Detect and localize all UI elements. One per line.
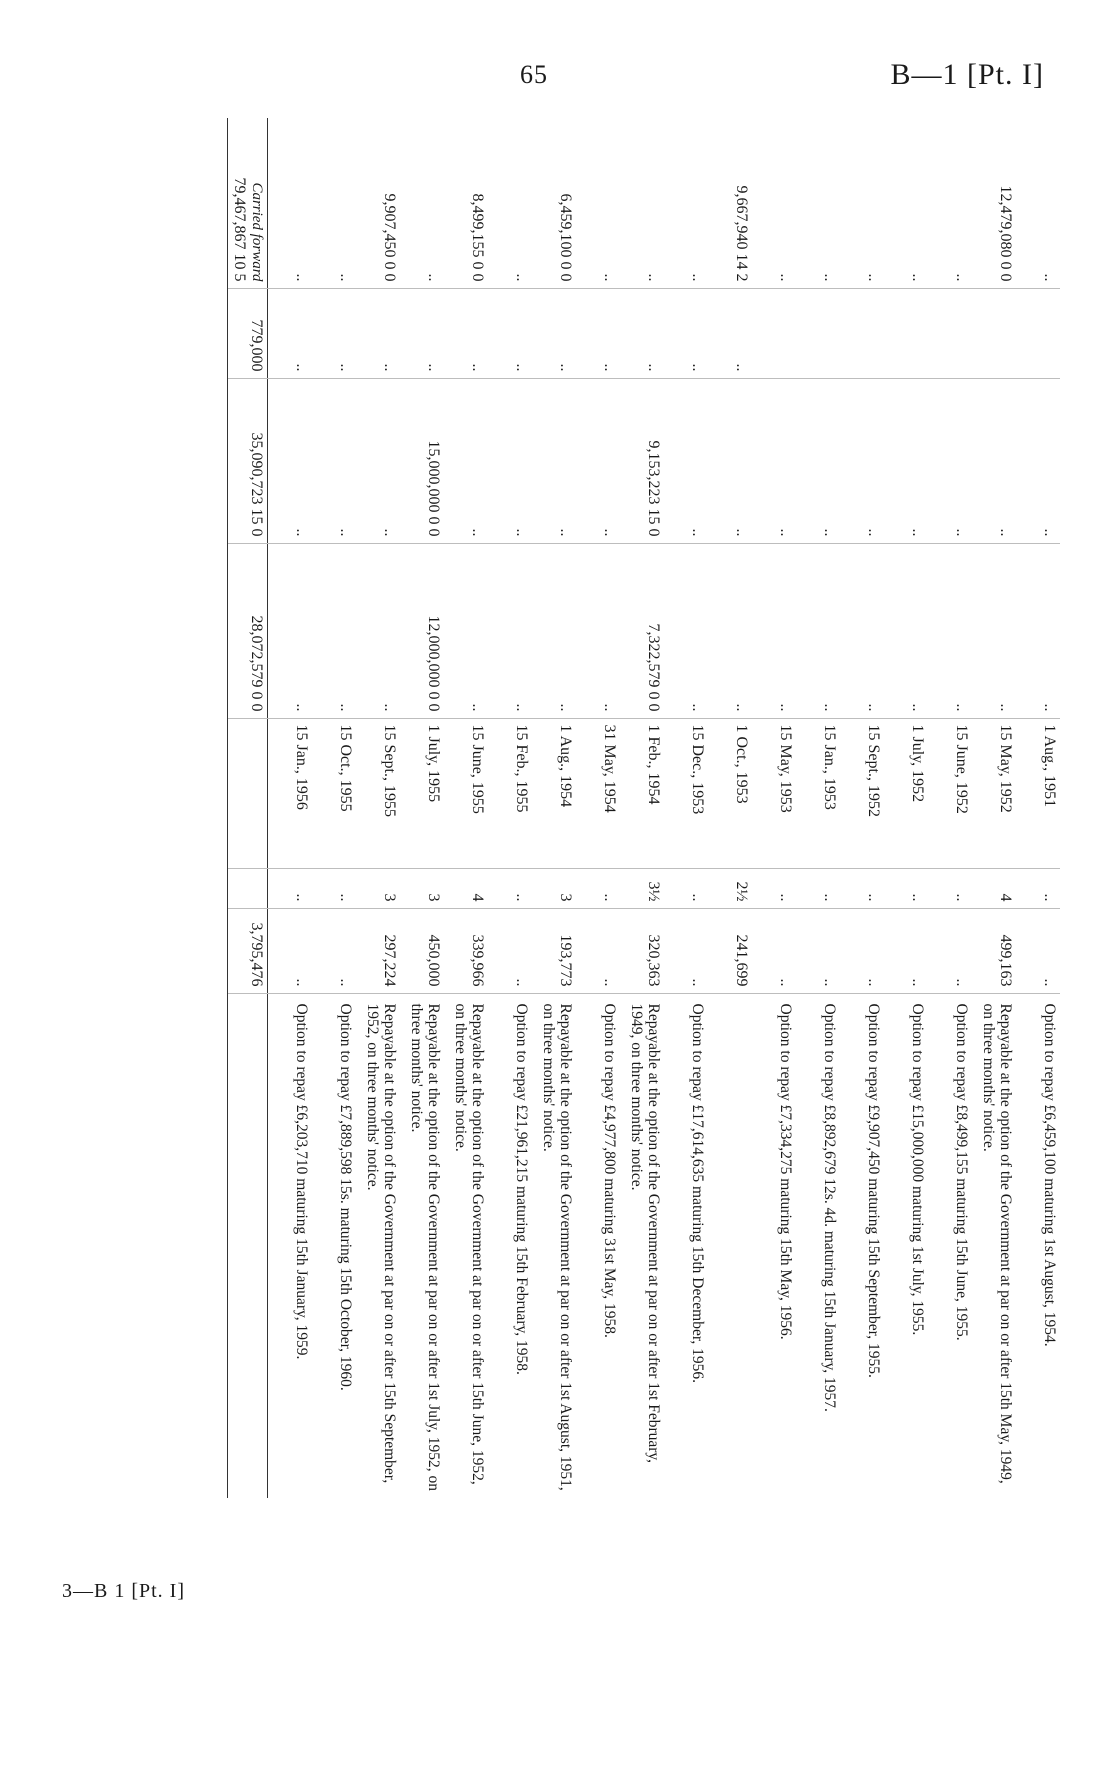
cell-amount-b — [972, 288, 1016, 378]
cell-amount-a: .. — [425, 273, 442, 282]
cell-remarks: Option to repay £6,203,710 maturing 15th January, 1959. — [268, 993, 313, 1498]
cell-annual-interest: 499,163 — [972, 908, 1016, 993]
table-row — [620, 118, 664, 1498]
table-row — [664, 118, 708, 1498]
cell-amount-d: .. — [576, 543, 620, 718]
cell-amount-a: 12,479,080 0 0 — [997, 185, 1014, 282]
cell-interest-rate: 3 — [400, 868, 444, 908]
cell-amount-d: .. — [312, 543, 356, 718]
cell-maturity-date: 1 Aug., 1954 — [532, 718, 576, 868]
cell-maturity-date: 15 Sept., 1955 — [356, 718, 400, 868]
cell-amount-c: .. — [488, 378, 532, 543]
cell-amount-a: 9,907,450 0 0 — [381, 193, 398, 282]
cell-amount-c: .. — [708, 378, 752, 543]
cell-amount-b: .. — [488, 288, 532, 378]
cell-amount-d: 7,322,579 0 0 — [620, 543, 664, 718]
cell-amount-b: .. — [708, 288, 752, 378]
cell-amount-b: .. — [356, 288, 400, 378]
cell-amount-a: 9,667,940 14 2 — [733, 185, 750, 282]
cell-amount-c: .. — [268, 378, 313, 543]
cell-amount-c: .. — [972, 378, 1016, 543]
cell-amount-a: 6,459,100 0 0 — [557, 193, 574, 282]
rotated-ledger — [80, 118, 1060, 1498]
cell-amount-a: .. — [337, 273, 354, 282]
cell-interest-rate: 4 — [444, 868, 488, 908]
table-row — [444, 118, 488, 1498]
cell-amount-d: .. — [664, 543, 708, 718]
cell-annual-interest: .. — [312, 908, 356, 993]
cell-remarks: Option to repay £7,334,275 maturing 15th May, 1956. — [752, 993, 796, 1498]
cell-interest-rate: .. — [1016, 868, 1060, 908]
cell-amount-c: .. — [840, 378, 884, 543]
table-row — [312, 118, 356, 1498]
cell-maturity-date: 1 Aug., 1951 — [1016, 718, 1060, 868]
cell-annual-interest: .. — [928, 908, 972, 993]
cell-amount-c: 15,000,000 0 0 — [400, 378, 444, 543]
cell-amount-d: .. — [972, 543, 1016, 718]
cell-maturity-date: 15 Jan., 1953 — [796, 718, 840, 868]
cell-amount-c: .. — [664, 378, 708, 543]
cell-amount-b: .. — [312, 288, 356, 378]
cell-remarks: Option to repay £17,614,635 maturing 15th December, 1956. — [664, 993, 708, 1498]
cell-annual-interest: .. — [268, 908, 313, 993]
cell-annual-interest: 193,773 — [532, 908, 576, 993]
table-row — [972, 118, 1016, 1498]
cell-amount-b — [928, 288, 972, 378]
total-amount-c: 35,090,723 15 0 — [228, 378, 268, 543]
cell-annual-interest: .. — [576, 908, 620, 993]
cell-annual-interest: .. — [796, 908, 840, 993]
cell-amount-d: .. — [268, 543, 313, 718]
cell-maturity-date: 1 July, 1955 — [400, 718, 444, 868]
ledger-body — [228, 118, 1061, 1498]
table-row — [1016, 118, 1060, 1498]
cell-amount-c: .. — [576, 378, 620, 543]
cell-amount-c: .. — [532, 378, 576, 543]
cell-interest-rate: 3 — [532, 868, 576, 908]
cell-interest-rate: .. — [488, 868, 532, 908]
cell-amount-d: .. — [1016, 543, 1060, 718]
cell-maturity-date: 31 May, 1954 — [576, 718, 620, 868]
cell-amount-c: .. — [1016, 378, 1060, 543]
totals-row — [228, 118, 268, 1498]
total-amount-a — [228, 118, 268, 288]
cell-amount-a: .. — [953, 273, 970, 282]
page-reference: B—1 [Pt. I] — [890, 58, 1044, 91]
cell-annual-interest: .. — [840, 908, 884, 993]
table-row — [488, 118, 532, 1498]
cell-amount-d: .. — [752, 543, 796, 718]
cell-interest-rate: .. — [752, 868, 796, 908]
cell-annual-interest: 297,224 — [356, 908, 400, 993]
cell-amount-d: .. — [488, 543, 532, 718]
cell-remarks: Repayable at the option of the Government at par on or after 1st February, 1949, on three months' notice. — [620, 993, 664, 1498]
cell-remarks: Option to repay £7,889,598 15s. maturing 15th October, 1960. — [312, 993, 356, 1498]
cell-remarks: Repayable at the option of the Government at par on or after 1st August, 1951, on three months' notice. — [532, 993, 576, 1498]
cell-interest-rate: .. — [268, 868, 313, 908]
cell-amount-d: .. — [444, 543, 488, 718]
table-row — [752, 118, 796, 1498]
cell-amount-a: .. — [821, 273, 838, 282]
cell-maturity-date: 15 June, 1952 — [928, 718, 972, 868]
cell-annual-interest: 320,363 — [620, 908, 664, 993]
cell-amount-d: .. — [532, 543, 576, 718]
cell-annual-interest: .. — [664, 908, 708, 993]
cell-interest-rate: 2½ — [708, 868, 752, 908]
table-row — [884, 118, 928, 1498]
cell-interest-rate: .. — [840, 868, 884, 908]
cell-amount-d: .. — [840, 543, 884, 718]
cell-interest-rate: .. — [664, 868, 708, 908]
cell-amount-b: .. — [532, 288, 576, 378]
cell-maturity-date: 15 May, 1952 — [972, 718, 1016, 868]
table-row — [796, 118, 840, 1498]
cell-maturity-date: 1 Feb., 1954 — [620, 718, 664, 868]
cell-remarks: Option to repay £8,892,679 12s. 4d. maturing 15th January, 1957. — [796, 993, 840, 1498]
cell-amount-b: .. — [664, 288, 708, 378]
cell-amount-c: .. — [356, 378, 400, 543]
cell-amount-c: .. — [312, 378, 356, 543]
cell-remarks: Option to repay £15,000,000 maturing 1st July, 1955. — [884, 993, 928, 1498]
cell-interest-rate: 3 — [356, 868, 400, 908]
loan-ledger-table — [227, 118, 1060, 1498]
cell-interest-rate: 3½ — [620, 868, 664, 908]
cell-interest-rate: .. — [312, 868, 356, 908]
cell-interest-rate: .. — [796, 868, 840, 908]
cell-interest-rate: 4 — [972, 868, 1016, 908]
table-row — [840, 118, 884, 1498]
cell-amount-c: 9,153,223 15 0 — [620, 378, 664, 543]
cell-amount-b: .. — [620, 288, 664, 378]
table-row — [400, 118, 444, 1498]
cell-amount-b: .. — [400, 288, 444, 378]
table-row — [268, 118, 313, 1498]
cell-amount-c: .. — [444, 378, 488, 543]
cell-annual-interest: .. — [752, 908, 796, 993]
table-row — [928, 118, 972, 1498]
total-annual-interest: 3,795,476 — [228, 908, 268, 993]
footer-reference: 3—B 1 [Pt. I] — [62, 1580, 185, 1602]
cell-amount-a: 8,499,155 0 0 — [469, 193, 486, 282]
cell-amount-a: .. — [1041, 273, 1058, 282]
cell-remarks — [708, 993, 752, 1498]
cell-remarks: Option to repay £4,977,800 maturing 31st May, 1958. — [576, 993, 620, 1498]
cell-amount-a: .. — [601, 273, 618, 282]
cell-amount-c: .. — [928, 378, 972, 543]
table-row — [576, 118, 620, 1498]
cell-amount-a: .. — [865, 273, 882, 282]
cell-maturity-date: 15 Jan., 1956 — [268, 718, 313, 868]
cell-maturity-date: 15 Oct., 1955 — [312, 718, 356, 868]
cell-amount-b — [752, 288, 796, 378]
table-row — [532, 118, 576, 1498]
cell-amount-c: .. — [884, 378, 928, 543]
cell-amount-d: .. — [708, 543, 752, 718]
cell-maturity-date: 15 Dec., 1953 — [664, 718, 708, 868]
cell-amount-a: .. — [645, 273, 662, 282]
cell-annual-interest: .. — [488, 908, 532, 993]
cell-annual-interest: 241,699 — [708, 908, 752, 993]
cell-maturity-date: 15 Sept., 1952 — [840, 718, 884, 868]
cell-interest-rate: .. — [884, 868, 928, 908]
cell-annual-interest: 450,000 — [400, 908, 444, 993]
cell-amount-a: .. — [689, 273, 706, 282]
cell-amount-b: .. — [576, 288, 620, 378]
cell-amount-b — [840, 288, 884, 378]
cell-amount-b — [884, 288, 928, 378]
carried-forward-label: Carried forward — [249, 182, 265, 282]
cell-amount-d: .. — [884, 543, 928, 718]
cell-amount-b: .. — [444, 288, 488, 378]
cell-remarks: Option to repay £9,907,450 maturing 15th September, 1955. — [840, 993, 884, 1498]
total-rate — [228, 868, 268, 908]
cell-annual-interest: .. — [884, 908, 928, 993]
cell-remarks: Repayable at the option of the Government at par on or after 15th September, 1952, on three months' notice. — [356, 993, 400, 1498]
cell-remarks: Repayable at the option of the Government at par on or after 1st July, 1952, on three months' notice. — [400, 993, 444, 1498]
cell-amount-d: 12,000,000 0 0 — [400, 543, 444, 718]
page-number: 65 — [520, 60, 548, 89]
table-row — [708, 118, 752, 1498]
cell-amount-c: .. — [752, 378, 796, 543]
cell-interest-rate: .. — [576, 868, 620, 908]
total-amount-b: 779,000 — [228, 288, 268, 378]
cell-maturity-date: 1 July, 1952 — [884, 718, 928, 868]
cell-remarks: Repayable at the option of the Government at par on or after 15th June, 1952, on three months' notice. — [444, 993, 488, 1498]
cell-maturity-date: 1 Oct., 1953 — [708, 718, 752, 868]
table-row — [356, 118, 400, 1498]
cell-remarks: Repayable at the option of the Government at par on or after 15th May, 1949, on three months' notice. — [972, 993, 1016, 1498]
cell-amount-b — [796, 288, 840, 378]
cell-amount-a: .. — [777, 273, 794, 282]
cell-amount-a: .. — [909, 273, 926, 282]
cell-amount-d: .. — [928, 543, 972, 718]
cell-amount-b — [1016, 288, 1060, 378]
cell-maturity-date: 15 May, 1953 — [752, 718, 796, 868]
cell-remarks: Option to repay £8,499,155 maturing 15th June, 1955. — [928, 993, 972, 1498]
cell-remarks: Option to repay £6,459,100 maturing 1st August, 1954. — [1016, 993, 1060, 1498]
cell-remarks: Option to repay £21,961,215 maturing 15th February, 1958. — [488, 993, 532, 1498]
total-amount-d: 28,072,579 0 0 — [228, 543, 268, 718]
total-value-a: 79,467,867 10 5 — [231, 177, 248, 282]
cell-annual-interest: .. — [1016, 908, 1060, 993]
cell-amount-a: .. — [293, 273, 310, 282]
cell-maturity-date: 15 Feb., 1955 — [488, 718, 532, 868]
cell-amount-b: .. — [268, 288, 313, 378]
total-date — [228, 718, 268, 868]
cell-amount-c: .. — [796, 378, 840, 543]
cell-amount-d: .. — [356, 543, 400, 718]
cell-amount-d: .. — [796, 543, 840, 718]
cell-interest-rate: .. — [928, 868, 972, 908]
cell-amount-a: .. — [513, 273, 530, 282]
total-remarks — [228, 993, 268, 1498]
cell-maturity-date: 15 June, 1955 — [444, 718, 488, 868]
cell-annual-interest: 339,966 — [444, 908, 488, 993]
